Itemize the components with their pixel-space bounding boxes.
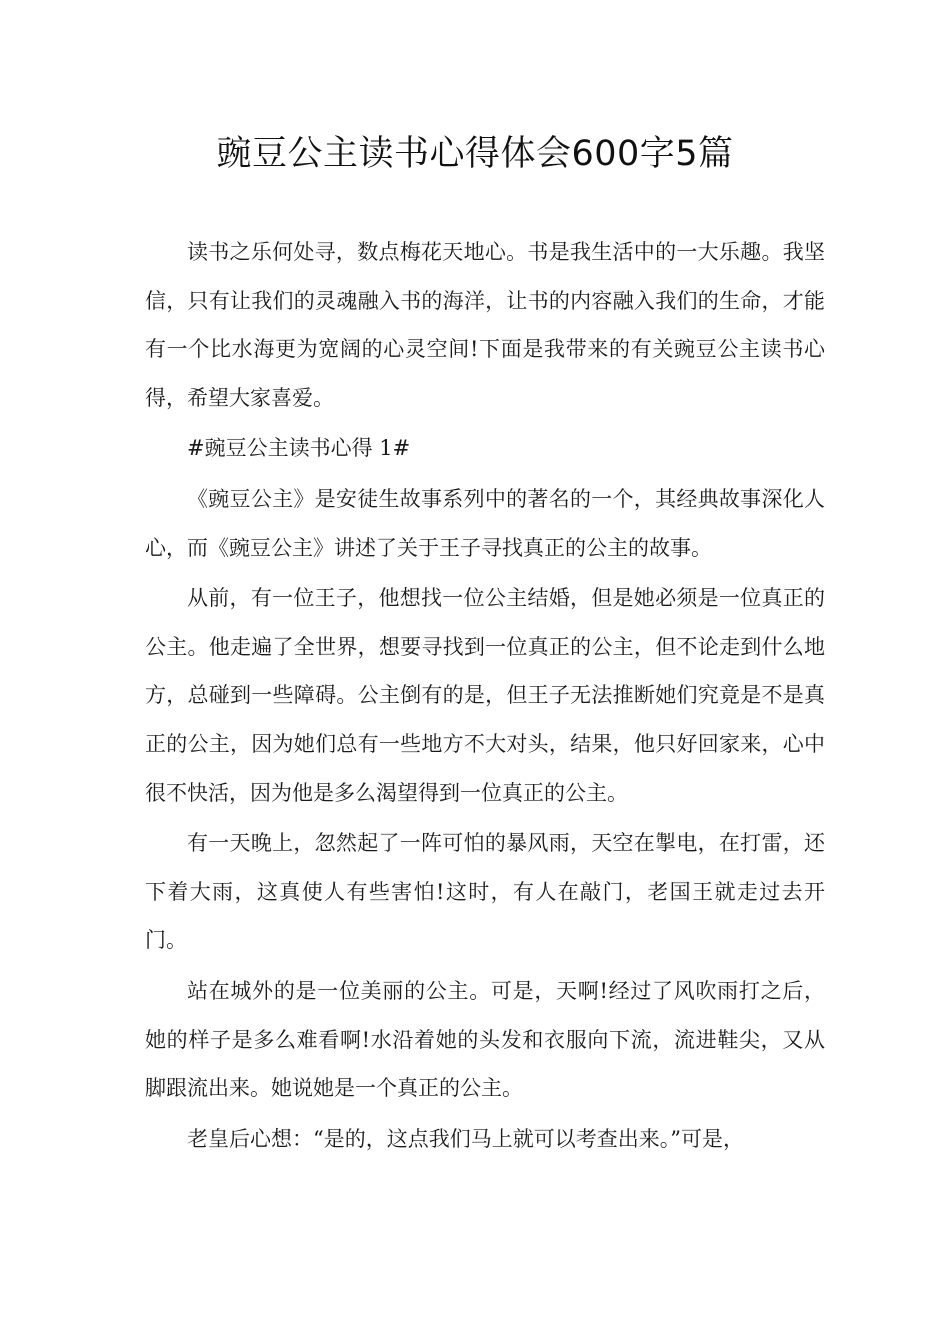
document-body <box>145 228 825 1165</box>
document-title: 豌豆公主读书心得体会600字5篇 <box>216 134 734 174</box>
paragraph-intro: 读书之乐何处寻，数点梅花天地心。书是我生活中的一大乐趣。我坚信，只有让我们的灵魂融入书的海洋，让书的内容融入我们的生命，才能有一个比水海更为宽阔的心灵空间!下面是我带来的有关豌豆公主读书心得，希望大家喜爱。 <box>145 240 825 410</box>
paragraph: 站在城外的是一位美丽的公主。可是，天啊!经过了风吹雨打之后，她的样子是多么难看啊!水沿着她的头发和衣服向下流，流进鞋尖，又从脚跟流出来。她说她是一个真正的公主。 <box>145 978 825 1101</box>
paragraph: 从前，有一位王子，他想找一位公主结婚，但是她必须是一位真正的公主。他走遍了全世界，想要寻找到一位真正的公主，但不论走到什么地方，总碰到一些障碍。公主倒有的是，但王子无法推断她们究竟是不是真正的公主，因为她们总有一些地方不大对头，结果，他只好回家来，心中很不快活，因为他是多么渴望得到一位真正的公主。 <box>145 586 825 805</box>
section-heading: #豌豆公主读书心得 1# <box>187 436 411 461</box>
paragraph: 老皇后心想：“是的，这点我们马上就可以考查出来。”可是， <box>187 1126 744 1151</box>
paragraph: 《豌豆公主》是安徒生故事系列中的著名的一个，其经典故事深化人心，而《豌豆公主》讲述了关于王子寻找真正的公主的故事。 <box>145 486 825 560</box>
paragraph: 有一天晚上，忽然起了一阵可怕的暴风雨，天空在掣电，在打雷，还下着大雨，这真使人有些害怕!这时，有人在敲门，老国王就走过去开门。 <box>145 831 825 953</box>
